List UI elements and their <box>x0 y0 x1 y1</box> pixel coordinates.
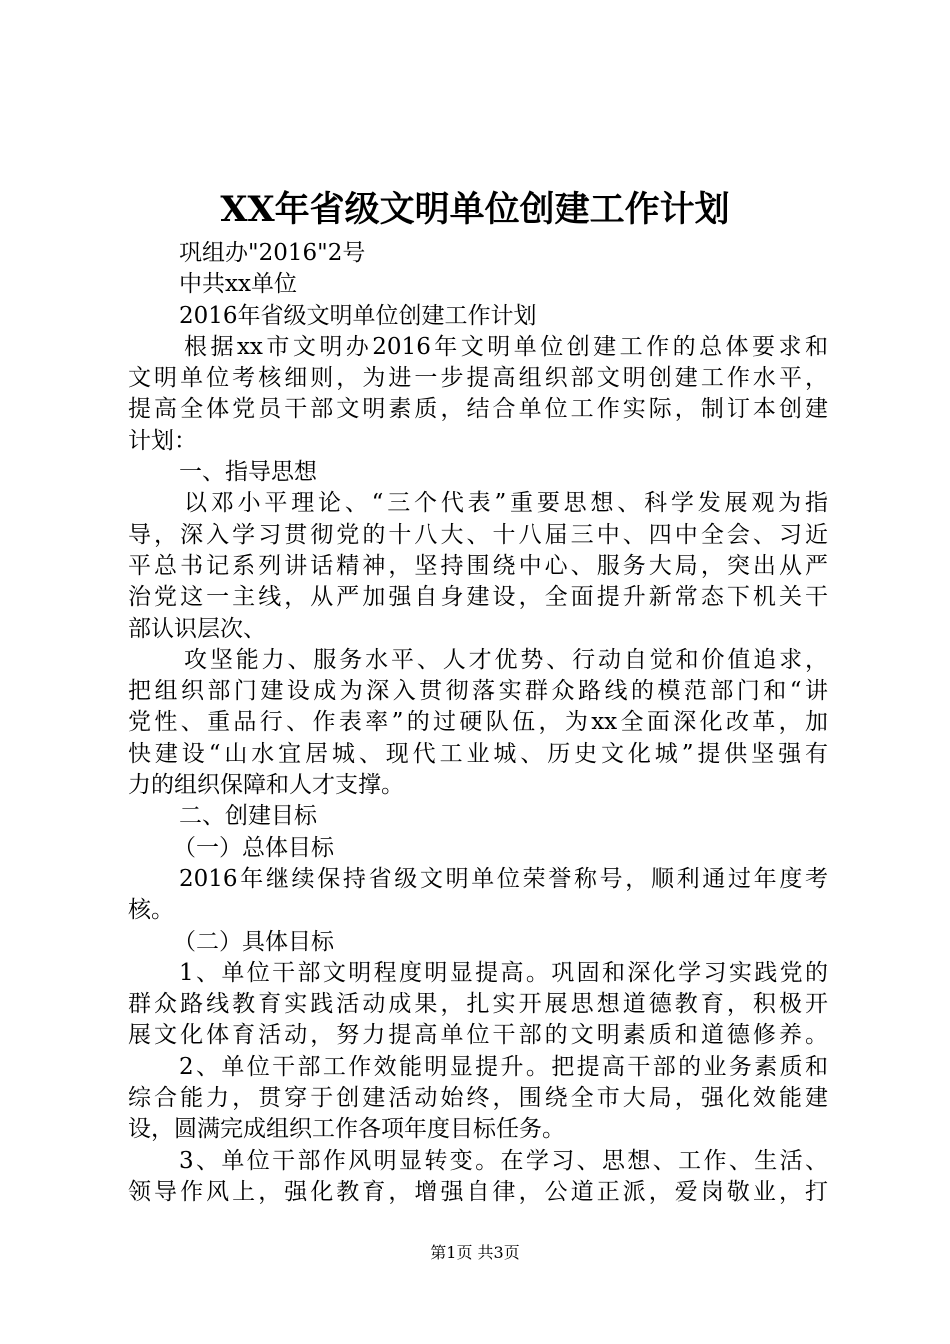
document-body <box>128 238 828 1208</box>
paragraph-line: 平总书记系列讲话精神，坚持围绕中心、服务大局，突出从严 <box>128 552 828 579</box>
paragraph-line: 力的组织保障和人才支撑。 <box>128 772 404 799</box>
page-footer: 第1页 共3页 <box>430 1243 520 1262</box>
paragraph-line: 设，圆满完成组织工作各项年度目标任务。 <box>128 1116 565 1143</box>
paragraph-line: 以邓小平理论、“三个代表”重要思想、科学发展观为指 <box>184 490 828 517</box>
paragraph-line: 1、单位干部文明程度明显提高。巩固和深化学习实践党的 <box>179 959 828 986</box>
subtitle-line: 2016年省级文明单位创建工作计划 <box>179 302 537 329</box>
paragraph-line: 计划： <box>128 427 197 454</box>
paragraph-line: 文明单位考核细则，为进一步提高组织部文明创建工作水平， <box>128 365 828 392</box>
org-name-line: 中共xx单位 <box>179 271 297 298</box>
paragraph-line: 2、单位干部工作效能明显提升。把提高干部的业务素质和 <box>179 1053 828 1080</box>
paragraph-line: 攻坚能力、服务水平、人才优势、行动自觉和价值追求， <box>184 646 828 673</box>
paragraph-line: 把组织部门建设成为深入贯彻落实群众路线的模范部门和“讲 <box>128 678 828 705</box>
paragraph-line: 领导作风上，强化教育，增强自律，公道正派，爱岗敬业，打 <box>128 1178 828 1205</box>
paragraph-line: 部认识层次、 <box>128 615 266 642</box>
paragraph-line: 导，深入学习贯彻党的十八大、十八届三中、四中全会、习近 <box>128 521 828 548</box>
paragraph-line: 治党这一主线，从严加强自身建设，全面提升新常态下机关干 <box>128 584 828 611</box>
paragraph-line: 核。 <box>128 897 174 924</box>
paragraph-line: 提高全体党员干部文明素质，结合单位工作实际，制订本创建 <box>128 396 828 423</box>
document-title: XX年省级文明单位创建工作计划 <box>220 189 730 230</box>
paragraph-line: 群众路线教育实践活动成果，扎实开展思想道德教育，积极开 <box>128 991 828 1018</box>
paragraph-line: 党性、重品行、作表率”的过硬队伍，为xx全面深化改革，加 <box>128 709 828 736</box>
paragraph-line: 展文化体育活动，努力提高单位干部的文明素质和道德修养。 <box>128 1022 828 1049</box>
doc-number-line: 巩组办"2016"2号 <box>179 240 366 266</box>
subsection-heading: （二）具体目标 <box>173 928 334 955</box>
section-heading: 一、指导思想 <box>179 459 317 486</box>
paragraph-line: 根据xx市文明办2016年文明单位创建工作的总体要求和 <box>184 333 828 360</box>
paragraph-line: 3、单位干部作风明显转变。在学习、思想、工作、生活、 <box>179 1147 828 1174</box>
paragraph-line: 2016年继续保持省级文明单位荣誉称号，顺利通过年度考 <box>179 865 828 892</box>
paragraph-line: 综合能力，贯穿于创建活动始终，围绕全市大局，强化效能建 <box>128 1085 828 1112</box>
section-heading: 二、创建目标 <box>179 803 317 830</box>
paragraph-line: 快建设“山水宜居城、现代工业城、历史文化城”提供坚强有 <box>128 740 828 767</box>
subsection-heading: （一）总体目标 <box>173 834 334 861</box>
